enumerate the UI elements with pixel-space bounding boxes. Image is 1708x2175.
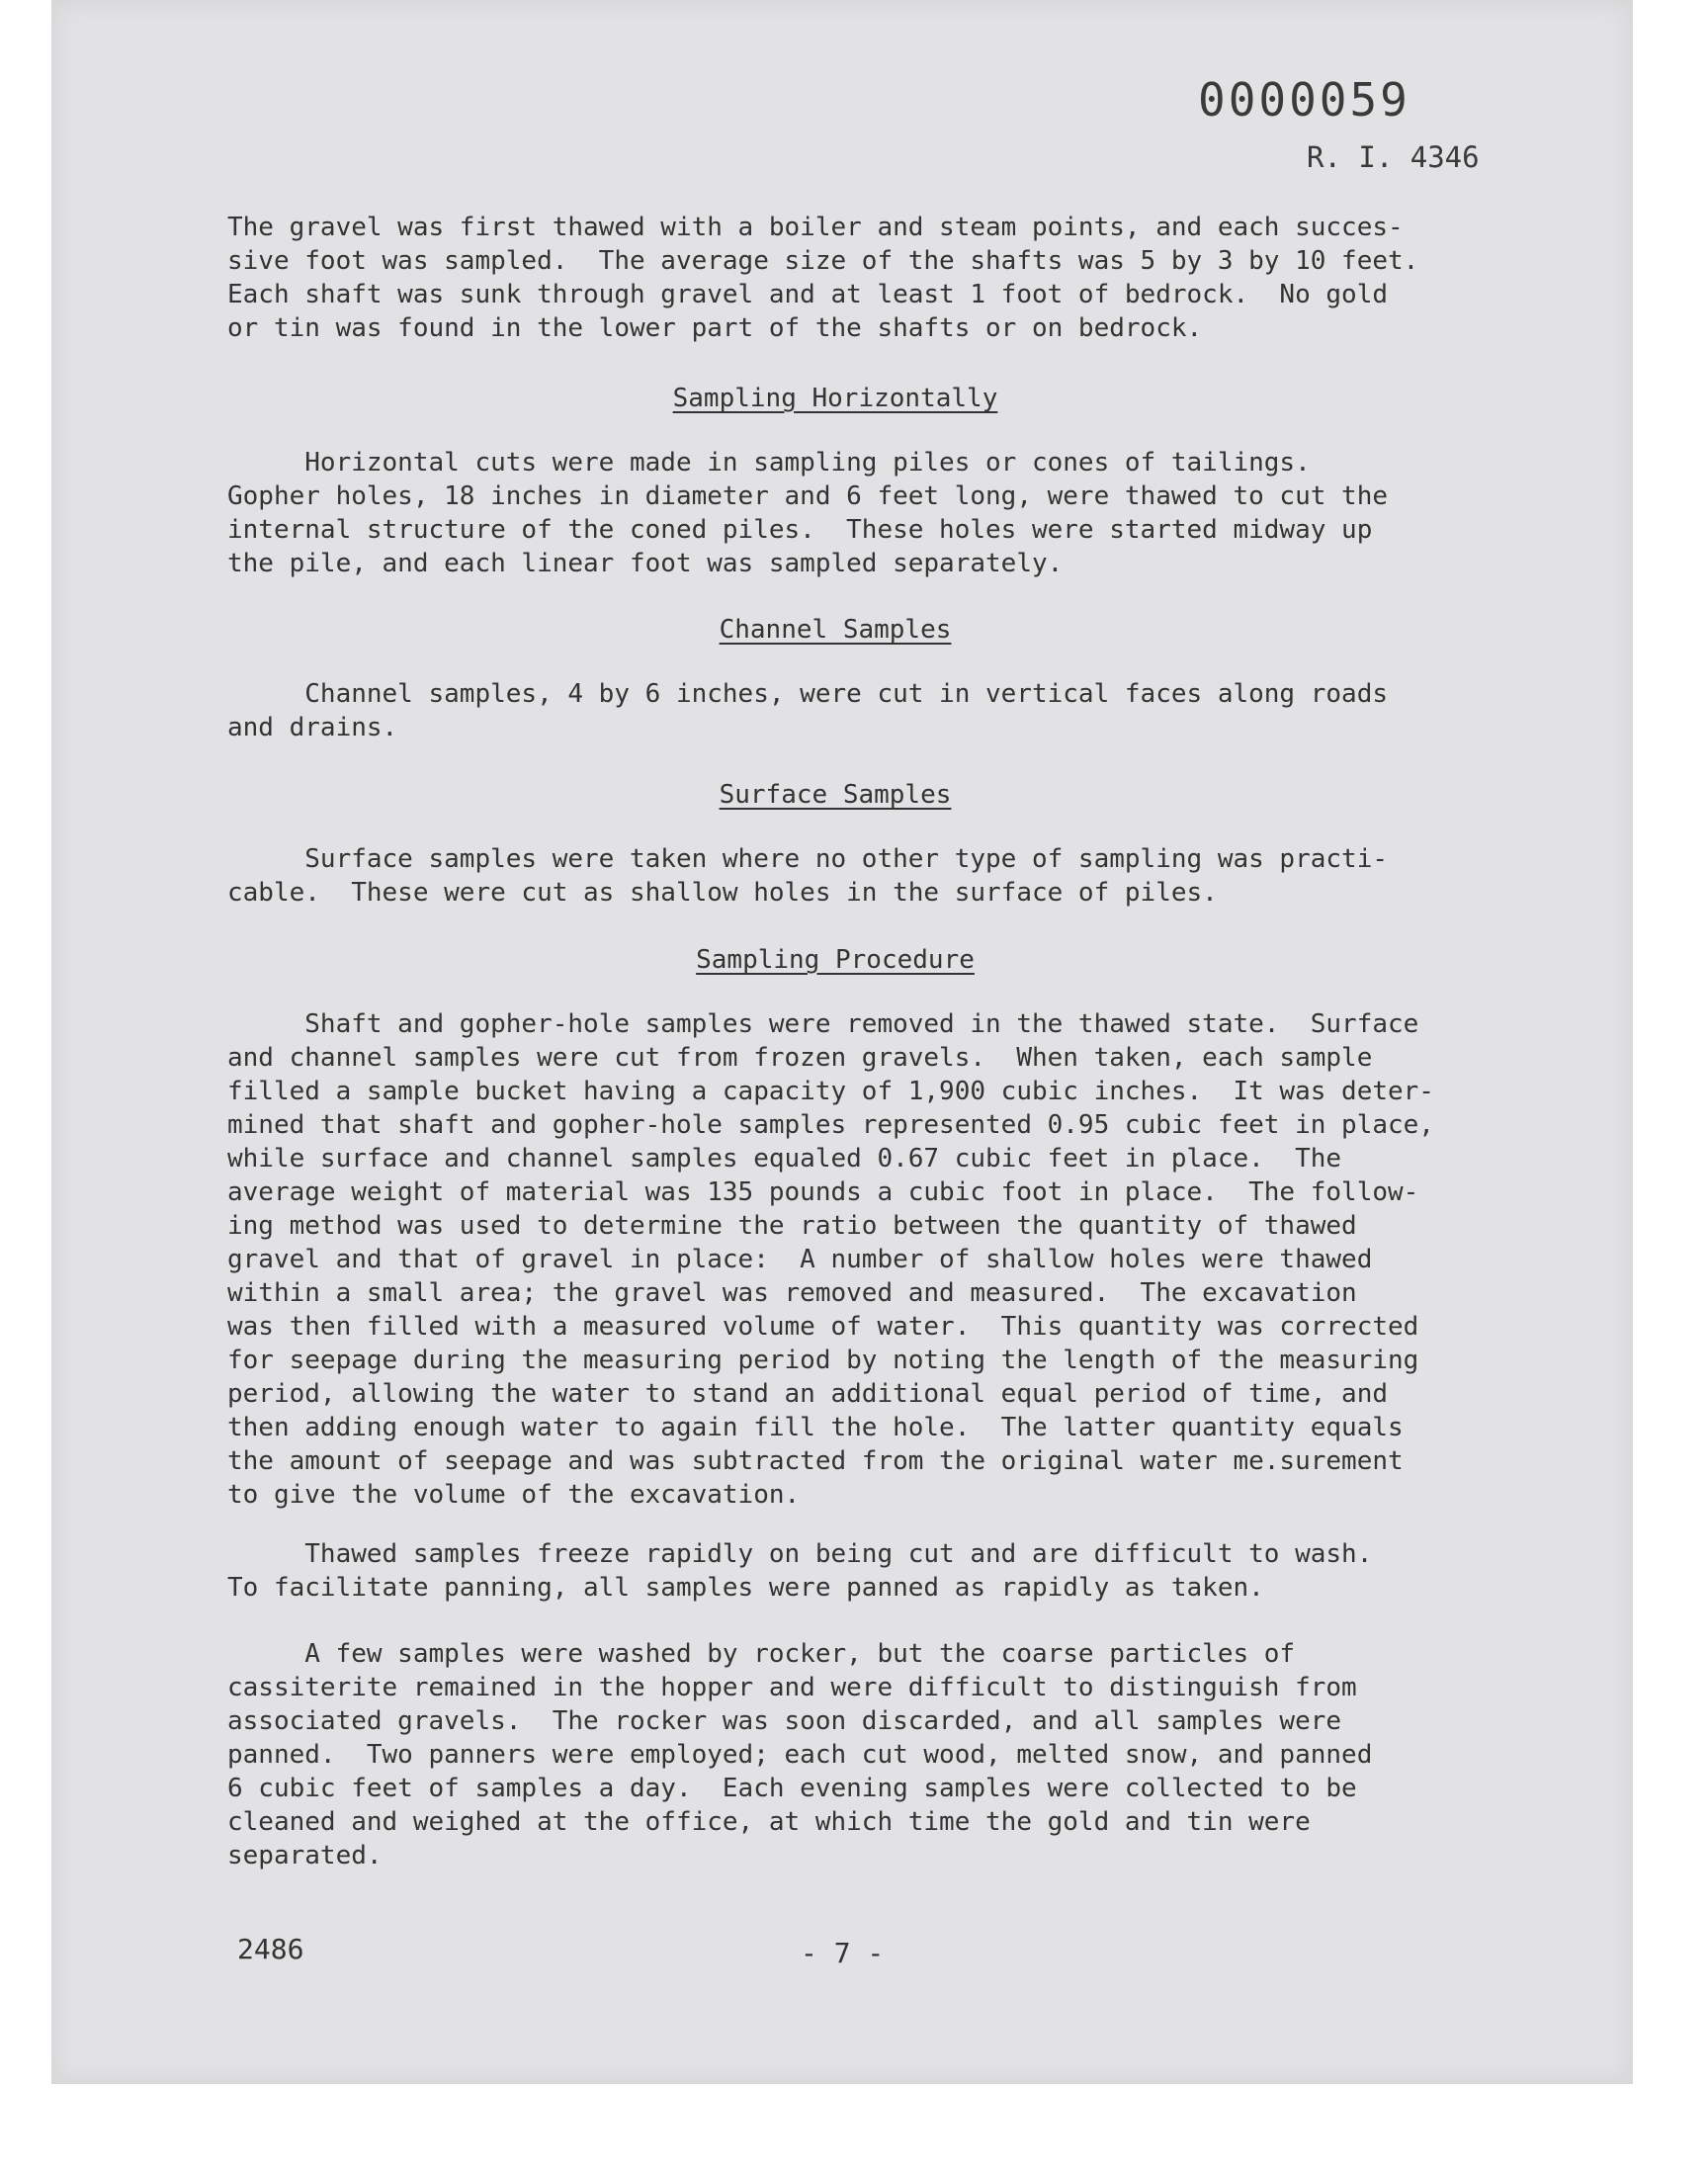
document-number: 2486 <box>237 1933 304 1965</box>
paragraph-channel: Channel samples, 4 by 6 inches, were cut in vertical faces along roads and drains. <box>227 679 1388 742</box>
paragraph-thawed: Thawed samples freeze rapidly on being cut and are difficult to wash. To facilitate panning, all samples were panned as rapidly as taken. <box>227 1539 1373 1603</box>
heading-surface-samples: Surface Samples <box>719 780 952 810</box>
paragraph-horizontal: Horizontal cuts were made in sampling piles or cones of tailings. Gopher holes, 18 inches in diameter and 6 feet long, were thawed to cut the internal structure of the coned piles. These holes were started midway up the pile, and each linear foot was sampled separately. <box>227 448 1388 578</box>
paragraph-surface: Surface samples were taken where no other type of sampling was practi- cable. These were cut as shallow holes in the surface of piles. <box>227 844 1388 908</box>
heading-sampling-horizontally: Sampling Horizontally <box>672 384 998 413</box>
paragraph-rocker: A few samples were washed by rocker, but the coarse particles of cassiterite remained in the hopper and were difficult to distinguish from associated gravels. The rocker was soon discarded, and all samples were panned. Two panners were employed; each cut wood, melted snow, and panned 6 cubic feet of samples a day. Each evening samples were collected to be cleaned and weighed at the office, at which time the gold and tin were separated. <box>227 1639 1373 1870</box>
paragraph-intro: The gravel was first thawed with a boiler and steam points, and each succes- sive foot was sampled. The average size of the shafts was 5 by 3 by 10 feet. Each shaft was sunk through gravel and at least 1 foot of bedrock. No gold or tin was found in the lower part of the shafts or on bedrock. <box>227 213 1419 343</box>
page-number: - 7 - <box>801 1937 885 1969</box>
paragraph-procedure: Shaft and gopher-hole samples were removed in the thawed state. Surface and channel samples were cut from frozen gravels. When taken, each sample filled a sample bucket having a capacity of 1,900 cubic inches. It was deter- mined that shaft and gopher-hole samples represented 0.95 cubic feet in place, while surface and channel samples equaled 0.67 cubic feet in place. The average weight of material was 135 pounds a cubic foot in place. The follow- ing method was used to determine the ratio between the quantity of thawed gravel and that of gravel in place: A number of shallow holes were thawed within a small area; the gravel was removed and measured. The excavation was then filled with a measured volume of water. This quantity was corrected for seepage during the measuring period by noting the length of the measuring period, allowing the water to stand an additional equal period of time, and then adding enough water to again fill the hole. The latter quantity equals the amount of seepage and was subtracted from the original water me.surement to give the volume of the excavation. <box>227 1009 1434 1510</box>
report-reference: R. I. 4346 <box>1307 140 1480 174</box>
stamp-number: 0000059 <box>1198 73 1410 127</box>
heading-channel-samples: Channel Samples <box>719 615 952 645</box>
heading-sampling-procedure: Sampling Procedure <box>696 945 975 975</box>
